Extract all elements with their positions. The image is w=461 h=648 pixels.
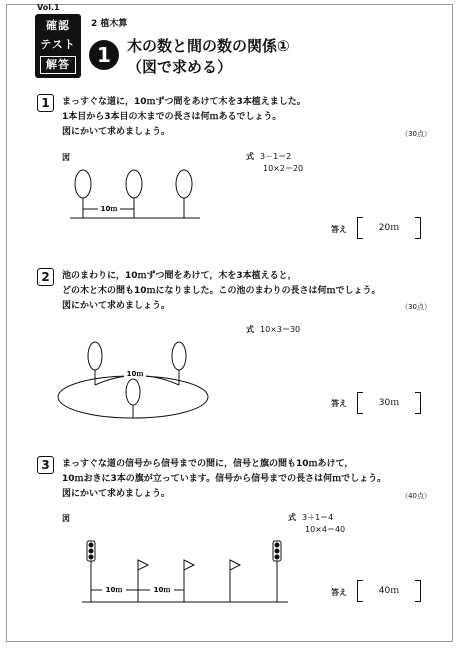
- lesson-number: 1: [89, 40, 119, 70]
- flag-icon: [138, 560, 148, 570]
- topic-label: 2 植木算: [91, 19, 128, 29]
- question-2-line-1: 池のまわりに，10ｍずつ間をあけて，木を3本植えると，: [62, 271, 297, 281]
- question-3-figure-label: 図: [62, 514, 70, 523]
- question-1-line-1: まっすぐな道に，10ｍずつ間をあけて木を3本植えました。: [62, 97, 306, 107]
- question-2-answer-value: 30ｍ: [378, 398, 400, 408]
- formula-line: 3＋1＝4: [302, 513, 334, 522]
- question-1-line-2: 1本目から3本目の木までの長さは何ｍあるでしょう。: [62, 112, 282, 122]
- formula-line: 10×2＝20: [263, 164, 304, 173]
- question-2-points: （30点）: [401, 303, 431, 311]
- formula-label: 式: [246, 152, 254, 161]
- question-2-line-3: 図にかいて求めましょう。: [62, 301, 171, 311]
- question-2-line-2: どの木と木の間も10ｍになりました。この池のまわりの長さは何ｍでしょう。: [62, 286, 381, 296]
- formula-label: 式: [288, 513, 296, 522]
- page-title: 木の数と間の数の関係①: [127, 37, 290, 55]
- question-number-1: 1: [37, 94, 54, 112]
- question-3-answer-box: [357, 580, 421, 602]
- question-1-figure-label: 図: [62, 153, 70, 162]
- badge-line-2: テスト: [40, 38, 76, 51]
- badge-line-1: 確認: [46, 19, 70, 32]
- figure-length-label: 10ｍ: [100, 205, 118, 213]
- page-subtitle: （図で求める）: [127, 58, 233, 76]
- question-1-answer-value: 20ｍ: [378, 223, 400, 233]
- flag-icon: [184, 560, 194, 570]
- question-1-points: （30点）: [401, 130, 431, 138]
- formula-line: 10×4＝40: [305, 525, 346, 534]
- flag-icon: [230, 560, 240, 570]
- question-2-answer-label: 答え: [331, 399, 347, 408]
- question-number-2: 2: [37, 268, 54, 286]
- volume-label: Vol.1: [37, 3, 60, 12]
- figure-length-label: 10ｍ: [126, 370, 144, 378]
- question-1-answer-label: 答え: [331, 225, 347, 234]
- formula-line: 3－1＝2: [260, 152, 292, 161]
- question-3-line-3: 図にかいて求めましょう。: [62, 489, 171, 499]
- question-3-answer-value: 40ｍ: [378, 586, 400, 596]
- formula-label: 式: [246, 325, 254, 334]
- question-3-points: （40点）: [401, 492, 431, 500]
- formula-line: 10×3＝30: [260, 325, 301, 334]
- question-3-answer-label: 答え: [331, 588, 347, 597]
- figure-length-label: 10ｍ: [105, 586, 123, 594]
- question-number-3: 3: [37, 456, 54, 474]
- badge-answer-label: 解答: [40, 56, 76, 74]
- question-1-line-3: 図にかいて求めましょう。: [62, 127, 171, 137]
- figure-length-label: 10ｍ: [153, 586, 171, 594]
- question-3-line-1: まっすぐな道の信号から信号までの間に，信号と旗の間も10ｍあけて，: [62, 459, 354, 469]
- question-3-line-2: 10ｍおきに3本の旗が立っています。信号から信号までの長さは何ｍでしょう。: [62, 474, 387, 484]
